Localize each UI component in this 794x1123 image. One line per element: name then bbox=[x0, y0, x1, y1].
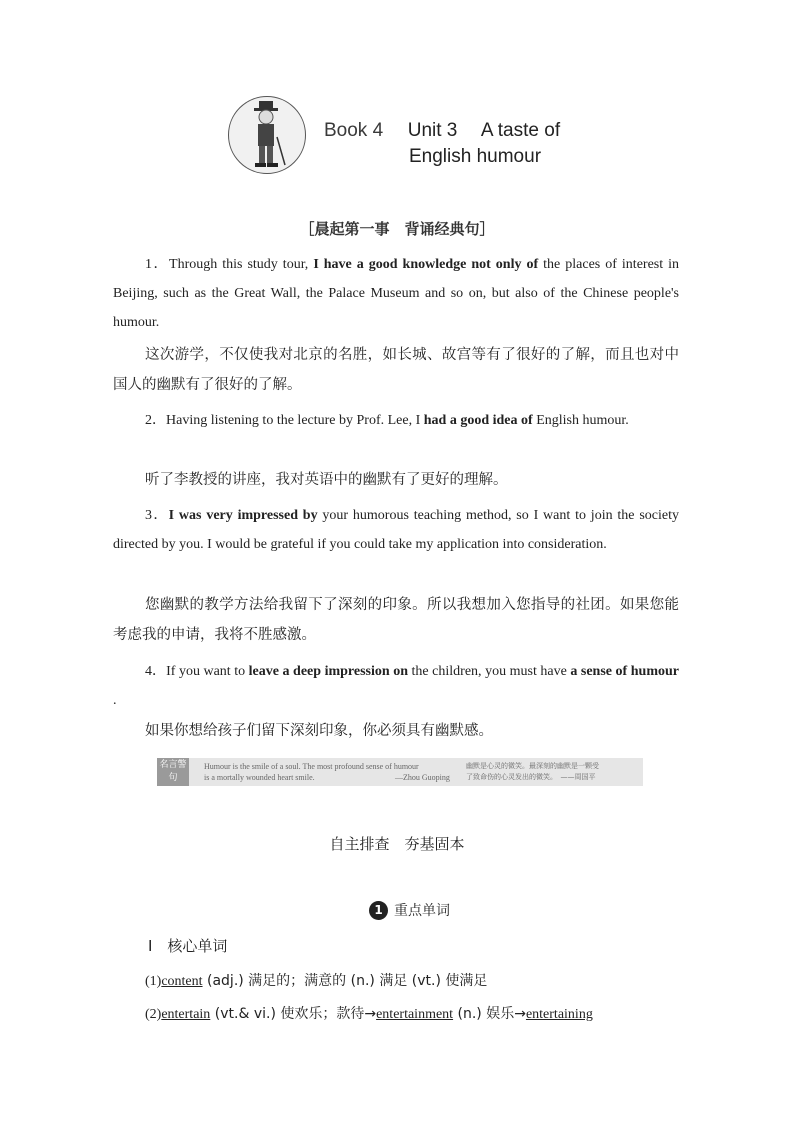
quote-en-author: —Zhou Guoping bbox=[395, 773, 450, 782]
unit-label: Unit 3 bbox=[407, 120, 458, 141]
quote-en-line2: is a mortally wounded heart smile. bbox=[204, 773, 315, 782]
vocab-item-1: (1)content (adj.) 满足的；满意的 (n.) 满足 (vt.) 使满足 bbox=[145, 973, 488, 989]
circled-number-icon: 1 bbox=[369, 901, 388, 920]
sentence-4-en: 4．If you want to leave a deep impression on the children, you must have a sense of humour . bbox=[113, 664, 679, 708]
book-label: Book 4 bbox=[324, 120, 384, 141]
part-title: 自主排查 夯基固本 bbox=[329, 835, 465, 853]
quote-en-line1: Humour is the smile of a soul. The most profound sense of humour bbox=[204, 762, 419, 771]
sentence-2-en: 2．Having listening to the lecture by Prof. Lee, I had a good idea of English humour. bbox=[145, 413, 629, 428]
quote-zh-line2: 了致命伤的心灵发出的微笑。 ——周国平 bbox=[466, 773, 596, 781]
sentence-4-zh: 如果你想给孩子们留下深刻印象，你必须具有幽默感。 bbox=[145, 723, 493, 739]
vocab-item-2: (2)entertain (vt.& vi.) 使欢乐；款待→entertainment (n.) 娱乐→entertaining bbox=[145, 1006, 593, 1022]
core-words-heading: Ⅰ 核心单词 bbox=[148, 937, 228, 955]
quote-tag: 名言警句 bbox=[157, 758, 189, 786]
sentence-1-en: 1．Through this study tour, I have a good knowledge not only of the places of interest in Beijing, such as the Great Wall, the Palace Museum and so on, but also of the Chinese people's humour. bbox=[113, 257, 680, 330]
quote-zh-line1: 幽默是心灵的微笑。最深刻的幽默是一颗受 bbox=[466, 762, 599, 770]
sentence-3-zh: 您幽默的教学方法给我留下了深刻的印象。所以我想加入您指导的社团。如果您能考虑我的申请，我将不胜感激。 bbox=[113, 597, 679, 643]
chaplin-figure-icon bbox=[229, 97, 305, 173]
subsection-label: 重点单词 bbox=[394, 903, 450, 919]
header-banner bbox=[220, 96, 600, 178]
section-title: ［晨起第一事 背诵经典句］ bbox=[299, 220, 495, 238]
title-line1: A taste of bbox=[480, 120, 561, 141]
sentence-1-zh: 这次游学，不仅使我对北京的名胜，如长城、故宫等有了很好的了解，而且也对中国人的幽默有了很好的了解。 bbox=[113, 347, 679, 393]
subsection-header bbox=[369, 899, 450, 921]
sentence-3-en: 3．I was very impressed by your humorous teaching method, so I want to join the society directed by you. I would be grateful if you could take my application into consideration. bbox=[113, 508, 680, 552]
sentence-2-zh: 听了李教授的讲座，我对英语中的幽默有了更好的理解。 bbox=[145, 472, 508, 488]
portrait-circle bbox=[228, 96, 306, 174]
title-line2: English humour bbox=[409, 146, 542, 167]
